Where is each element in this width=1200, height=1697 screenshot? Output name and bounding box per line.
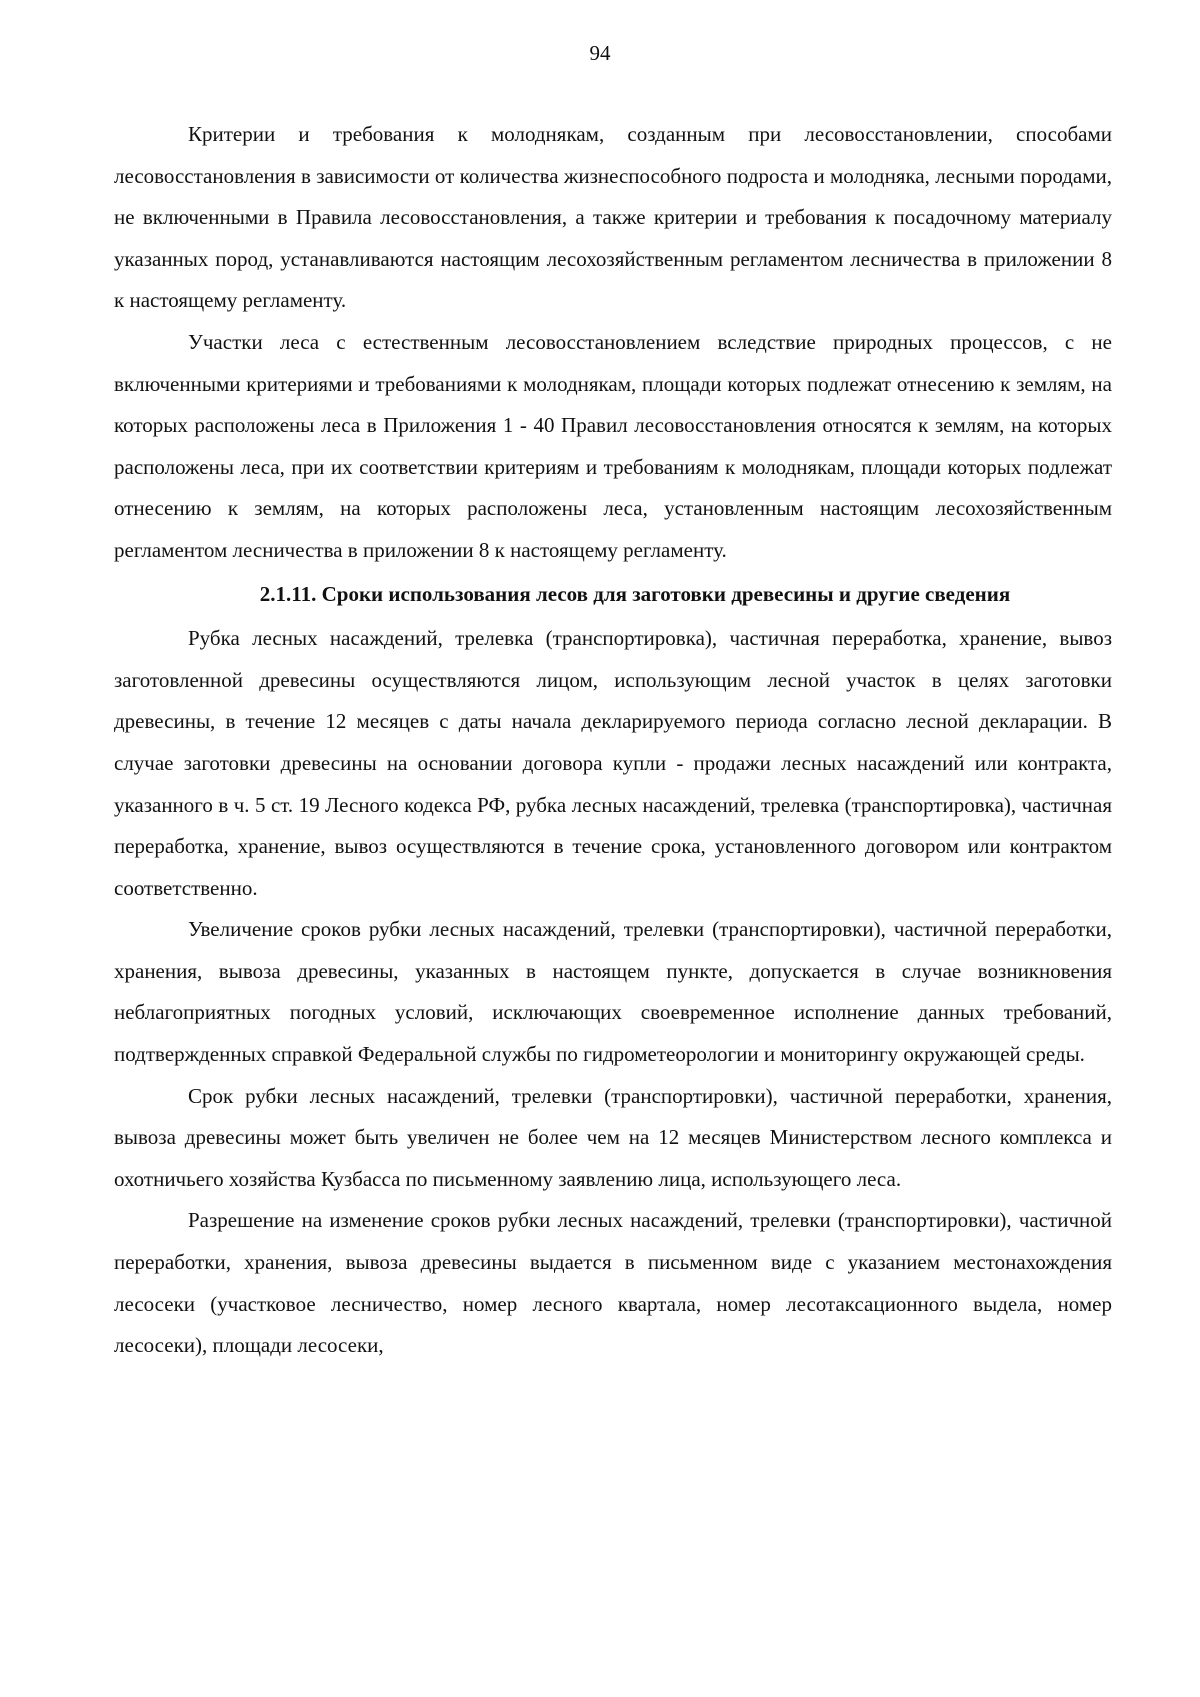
- paragraph-young-stand-criteria: Критерии и требования к молоднякам, созданным при лесовосстановлении, способами лесовосстановления в зависимости от количества жизнеспособного подроста и молодняка, лесными породами, не включенными в Правила лесовосстановления, а также критерии и требования к посадочному материалу указанных пород, устанавливаются настоящим лесохозяйственным регламентом лесничества в приложении 8 к настоящему регламенту.: [114, 122, 1112, 313]
- paragraph-permission-issuance: Разрешение на изменение сроков рубки лесных насаждений, трелевки (транспортировки), частичной переработки, хранения, вывоза древесины выдается в письменном виде с указанием местонахождения лесосеки (участковое лесничество, номер лесного квартала, номер лесотаксационного выдела, номер лесосеки), площади лесосеки,: [114, 1208, 1112, 1358]
- page-number: 94: [589, 41, 611, 65]
- section-heading: 2.1.11. Сроки использования лесов для заготовки древесины и другие сведения: [259, 581, 1011, 606]
- document-body: [114, 114, 1112, 1367]
- paragraph-logging-period: Рубка лесных насаждений, трелевка (транспортировка), частичная переработка, хранение, вывоз заготовленной древесины осуществляются лицом, использующим лесной участок в целях заготовки древесины, в течение 12 месяцев с даты начала декларируемого периода согласно лесной декларации. В случае заготовки древесины на основании договора купли - продажи лесных насаждений или контракта, указанного в ч. 5 ст. 19 Лесного кодекса РФ, рубка лесных насаждений, трелевка (транспортировка), частичная переработка, хранение, вывоз осуществляются в течение срока, установленного договором или контрактом соответственно.: [114, 626, 1112, 900]
- paragraph-natural-regeneration: Участки леса с естественным лесовосстановлением вследствие природных процессов, с не включенными критериями и требованиями к молоднякам, площади которых подлежат отнесению к землям, на которых расположены леса в Приложения 1 - 40 Правил лесовосстановления относятся к землям, на которых расположены леса, при их соответствии критериям и требованиям к молоднякам, площади которых подлежат отнесению к землям, на которых расположены леса, установленным настоящим лесохозяйственным регламентом лесничества в приложении 8 к настоящему регламенту.: [114, 329, 1112, 562]
- paragraph-term-extension-ministry: Срок рубки лесных насаждений, трелевки (транспортировки), частичной переработки, хранения, вывоза древесины может быть увеличен не более чем на 12 месяцев Министерством лесного комплекса и охотничьего хозяйства Кузбасса по письменному заявлению лица, использующего леса.: [114, 1083, 1112, 1191]
- paragraph-term-extension-weather: Увеличение сроков рубки лесных насаждений, трелевки (транспортировки), частичной переработки, хранения, вывоза древесины, указанных в настоящем пункте, допускается в случае возникновения неблагоприятных погодных условий, исключающих своевременное исполнение данных требований, подтвержденных справкой Федеральной службы по гидрометеорологии и мониторингу окружающей среды.: [114, 917, 1112, 1067]
